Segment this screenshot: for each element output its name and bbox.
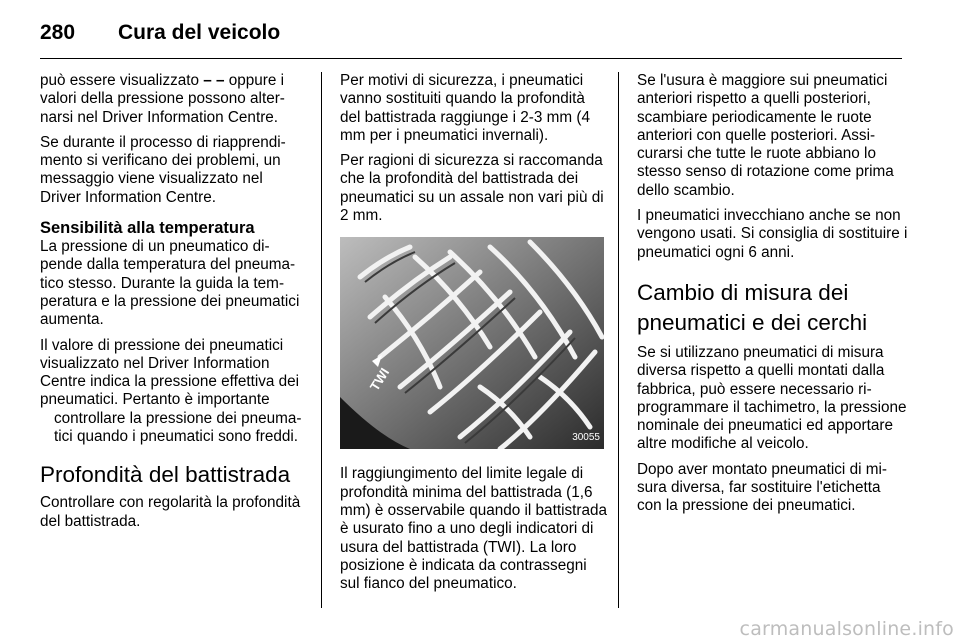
paragraph-twi: Il raggiungimento del limite legale di profondità minima del battistrada (1,6 mm) è osservabile quando il battistrada è usurato fino a uno degli indicatori di usura del battistrada (TWI). La loro posizione è indicata da contrassegni sul fianco del pneumatico.	[340, 465, 607, 593]
column-2	[340, 72, 608, 600]
header-rule	[40, 58, 902, 59]
paragraph-reprogram: Se si utilizzano pneumatici di misura diversa rispetto a quelli montati dalla fabbrica, può essere necessario riprogrammare il tachimetro, la pressione nominale dei pneumatici ed apportare altre modifiche al veicolo.	[637, 343, 907, 453]
column-divider-2	[618, 72, 619, 608]
column-1	[40, 72, 305, 538]
watermark: carmanualsonline.info	[739, 618, 954, 640]
paragraph-axle-difference: Per ragioni di sicurezza si raccomanda che la profondità del battistrada dei pneumatici su un assale non vari più di 2 mm.	[340, 152, 604, 225]
paragraph-temperature: La pressione di un pneumatico dipende dalla temperatura del pneumatico stesso. Durante la guida la temperatura e la pressione dei pneumatici aumenta.	[40, 238, 300, 329]
paragraph-rotation: Se l'usura è maggiore sui pneumatici anteriori rispetto a quelli posteriori, scambiare periodicamente le ruote anteriori con quelle posteriori. Assicurarsi che tutte le ruote abbiano lo stesso senso di rotazione come prima dello scambio.	[637, 72, 894, 199]
section-title: Cura del veicolo	[118, 21, 281, 44]
heading-size-change: Cambio di misura dei pneumatici e dei cerchi	[637, 279, 868, 335]
paragraph-relearn: Se durante il processo di riapprendimento si verificano dei problemi, un messaggio viene visualizzato nel Driver Information Centre.	[40, 133, 286, 206]
paragraph-pressure-value: Il valore di pressione dei pneumatici visualizzato nel Driver Information Centre indica la pressione effettiva dei pneumatici. Pertanto è importante	[40, 336, 300, 409]
page-header	[40, 16, 280, 50]
paragraph-label-replace: Dopo aver montato pneumatici di misura diversa, far sostituire l'etichetta con la pressione dei pneumatici.	[637, 460, 887, 515]
heading-temperature: Sensibilità alla temperatura	[40, 219, 255, 238]
paragraph-aging: I pneumatici invecchiano anche se non vengono usati. Si consiglia di sostituire i pneumatici ogni 6 anni.	[637, 207, 908, 261]
paragraph-check-tread: Controllare con regolarità la profondità del battistrada.	[40, 494, 301, 530]
paragraph-pressure-cold: controllare la pressione dei pneumatici quando i pneumatici sono freddi.	[54, 409, 302, 446]
twi-label: TWI	[366, 365, 393, 394]
paragraph-replace-tires: Per motivi di sicurezza, i pneumatici vanno sostituiti quando la profondità del battistrada raggiunge i 2-3 mm (4 mm per i pneumatici invernali).	[340, 72, 590, 144]
dashes-symbol: – –	[203, 72, 225, 89]
page-number: 280	[40, 21, 76, 44]
paragraph-display-info: può essere visualizzato – – oppure i valori della pressione possono alternarsi nel Driver Information Centre.	[40, 72, 285, 126]
column-divider-1	[321, 72, 322, 608]
column-3	[637, 72, 909, 523]
heading-tread-depth: Profondità del battistrada	[40, 462, 291, 488]
tire-tread-figure	[340, 237, 604, 449]
figure-code: 30055	[572, 432, 600, 444]
tire-tread-illustration	[340, 237, 604, 449]
